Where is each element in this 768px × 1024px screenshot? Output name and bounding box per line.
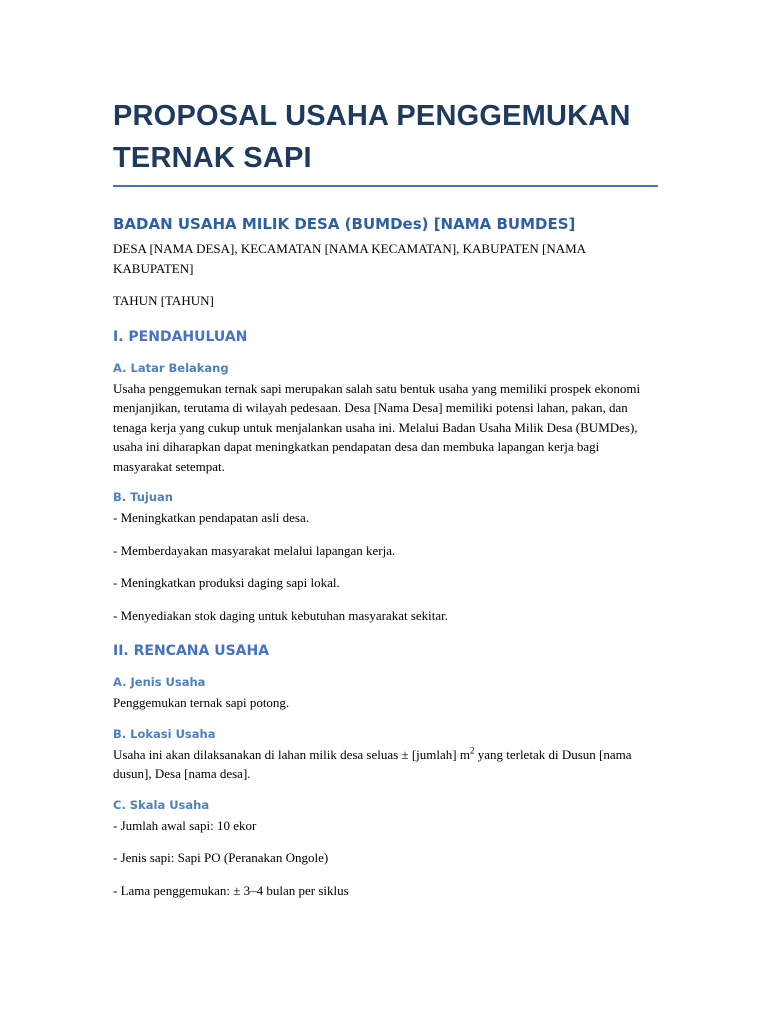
subheading-jenis-usaha: A. Jenis Usaha [113, 675, 206, 689]
address-text: DESA [NAMA DESA], KECAMATAN [NAMA KECAMATAN], KABUPATEN [NAMA KABUPATEN] [113, 241, 586, 276]
section-heading-pendahuluan: I. PENDAHULUAN [113, 328, 248, 345]
document-page [113, 95, 658, 900]
list-item: - Jenis sapi: Sapi PO (Peranakan Ongole) [113, 850, 329, 865]
year-text: TAHUN [TAHUN] [113, 293, 214, 308]
lokasi-usaha-paragraph [113, 745, 658, 784]
list-item: - Menyediakan stok daging untuk kebutuhan masyarakat sekitar. [113, 607, 449, 623]
document-title: PROPOSAL USAHA PENGGEMUKAN TERNAK SAPI [113, 95, 658, 187]
subheading-lokasi-usaha: B. Lokasi Usaha [113, 726, 216, 741]
lokasi-text-before: Usaha ini akan dilaksanakan di lahan milik desa seluas ± [jumlah] m [113, 746, 470, 762]
list-item: - Memberdayakan masyarakat melalui lapangan kerja. [113, 542, 396, 558]
list-item: - Meningkatkan pendapatan asli desa. [113, 510, 310, 525]
subheading-skala-usaha: C. Skala Usaha [113, 797, 210, 812]
subheading-latar-belakang: A. Latar Belakang [113, 360, 229, 375]
subheading-tujuan: B. Tujuan [113, 490, 173, 504]
jenis-usaha-text: Penggemukan ternak sapi potong. [113, 695, 290, 710]
list-item: - Lama penggemukan: ± 3–4 bulan per siklus [113, 882, 349, 898]
list-item: - Jumlah awal sapi: 10 ekor [113, 817, 257, 833]
latar-belakang-paragraph: Usaha penggemukan ternak sapi merupakan salah satu bentuk usaha yang memiliki prospek ekonomi menjanjikan, terutama di wilayah pedesaan. Desa [Nama Desa] memiliki potensi lahan, pakan, dan tenaga kerja yang cukup untuk menjalankan usaha ini. Melalui Badan Usaha Milik Desa (BUMDes), usaha ini diharapkan dapat meningkatkan pendapatan desa dan membuka lapangan kerja bagi masyarakat setempat. [113, 380, 641, 474]
lokasi-text-after: yang terletak di Dusun [nama dusun], Desa [nama desa]. [113, 746, 632, 781]
superscript-two: 2 [469, 745, 475, 756]
list-item: - Meningkatkan produksi daging sapi lokal. [113, 575, 340, 590]
section-heading-rencana-usaha: II. RENCANA USAHA [113, 643, 270, 659]
organization-heading: BADAN USAHA MILIK DESA (BUMDes) [NAMA BUMDES] [113, 215, 576, 233]
